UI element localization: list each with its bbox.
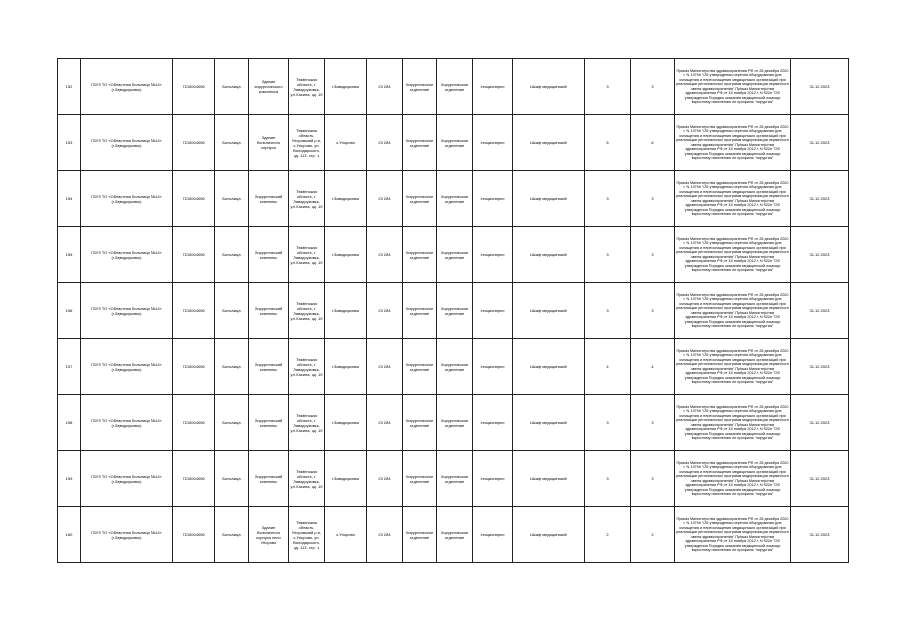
cell-inn: 7210004006 — [173, 395, 215, 451]
cell-care-condition: стационарно — [473, 227, 513, 283]
cell-facility-type: Больница — [215, 283, 249, 339]
cell-department: Хирургическое отделение — [403, 171, 437, 227]
cell-care-condition: стационарно — [473, 507, 513, 563]
cell-code: 23 284 — [367, 395, 403, 451]
cell-address: Тюменская область, г. Заводоуковск, ул.Хахина, зд. 19 — [289, 339, 325, 395]
table-row — [58, 395, 849, 451]
cell-department: Хирургическое отделение — [403, 115, 437, 171]
cell-inn: 7210004006 — [173, 171, 215, 227]
cell-deadline-date: 31.12.2023 — [791, 283, 849, 339]
table-row — [58, 171, 849, 227]
cell-regulation: Приказ Министерства здравоохранения РФ от 28 декабря 2020 г. N 1379н "Об утверждении перечня оборудования для оснащения и переоснащения медицинских организаций при реализации региональных программ модернизации первичного звена здравоохранения" Приказ Министерства здравоохранения РФ от 15 ноября 2012 г. N 922н "Об утверждении Порядка оказания медицинской помощи взрослому населению по профилю "хирургия" — [675, 507, 791, 563]
table-row — [58, 451, 849, 507]
cell-regulation: Приказ Министерства здравоохранения РФ от 28 декабря 2020 г. N 1379н "Об утверждении перечня оборудования для оснащения и переоснащения медицинских организаций при реализации региональных программ модернизации первичного звена здравоохранения" Приказ Министерства здравоохранения РФ от 15 ноября 2012 г. N 922н "Об утверждении Порядка оказания медицинской помощи взрослому населению по профилю "хирургия" — [675, 451, 791, 507]
cell-code: 23 284 — [367, 339, 403, 395]
cell-row-number: 158 — [58, 395, 81, 451]
cell-inn: 7210004006 — [173, 59, 215, 115]
cell-quantity-planned: 3 — [631, 283, 675, 339]
cell-address: Тюменская область, г. Заводоуковск, ул.Хахина, зд. 19 — [289, 451, 325, 507]
cell-equipment-name: Шкаф медицинский — [513, 451, 585, 507]
cell-building-name: Хирургический комплекс — [249, 171, 289, 227]
cell-organization-name: ГБУЗ ТО «Областная больница №12» (г.Заводоуковск) — [81, 451, 173, 507]
cell-deadline-date: 31.12.2023 — [791, 395, 849, 451]
cell-building-name: Здание больничного корпуса — [249, 115, 289, 171]
cell-quantity-planned: 3 — [631, 395, 675, 451]
cell-building-name: Хирургический комплекс — [249, 339, 289, 395]
cell-quantity-required: 3 — [585, 171, 631, 227]
cell-address: Тюменская область, Упоровский р-н, с.Упорово, ул. Володарского, зд. 113, стр. 1 — [289, 115, 325, 171]
cell-facility-type: Больница — [215, 451, 249, 507]
cell-quantity-required: 3 — [585, 395, 631, 451]
cell-row-number: 152 — [58, 59, 81, 115]
cell-facility-type: Больница — [215, 395, 249, 451]
cell-settlement: г.Заводоуковск — [325, 171, 367, 227]
cell-facility-type: Больница — [215, 115, 249, 171]
cell-quantity-planned: 3 — [631, 59, 675, 115]
cell-quantity-required: 2 — [585, 507, 631, 563]
cell-settlement: г.Заводоуковск — [325, 395, 367, 451]
cell-equipment-name: Шкаф медицинский — [513, 59, 585, 115]
cell-equipment-name: Шкаф медицинский — [513, 283, 585, 339]
cell-equipment-name: Шкаф медицинский — [513, 115, 585, 171]
cell-row-number: 155 — [58, 227, 81, 283]
cell-equipment-name: Шкаф медицинский — [513, 227, 585, 283]
cell-row-number: 159 — [58, 451, 81, 507]
cell-department: Хирургическое отделение — [403, 283, 437, 339]
cell-settlement: с.Упорово — [325, 115, 367, 171]
cell-facility-type: Больница — [215, 507, 249, 563]
cell-row-number: 160 — [58, 507, 81, 563]
cell-settlement: г.Заводоуковск — [325, 227, 367, 283]
cell-inn: 7210004006 — [173, 115, 215, 171]
cell-quantity-required: 4 — [585, 339, 631, 395]
cell-building-name: Хирургический комплекс — [249, 451, 289, 507]
cell-sub-department: Хирургическое отделение — [437, 115, 473, 171]
cell-quantity-required: 3 — [585, 451, 631, 507]
cell-equipment-name: Шкаф медицинский — [513, 171, 585, 227]
cell-sub-department: Хирургическое отделение — [437, 171, 473, 227]
cell-regulation: Приказ Министерства здравоохранения РФ от 28 декабря 2020 г. N 1379н "Об утверждении перечня оборудования для оснащения и переоснащения медицинских организаций при реализации региональных программ модернизации первичного звена здравоохранения" Приказ Министерства здравоохранения РФ от 15 ноября 2012 г. N 922н "Об утверждении Порядка оказания медицинской помощи взрослому населению по профилю "хирургия" — [675, 227, 791, 283]
cell-care-condition: стационарно — [473, 115, 513, 171]
cell-facility-type: Больница — [215, 59, 249, 115]
cell-organization-name: ГБУЗ ТО «Областная больница №12» (г.Заводоуковск) — [81, 227, 173, 283]
cell-regulation: Приказ Министерства здравоохранения РФ от 28 декабря 2020 г. N 1379н "Об утверждении перечня оборудования для оснащения и переоснащения медицинских организаций при реализации региональных программ модернизации первичного звена здравоохранения" Приказ Министерства здравоохранения РФ от 15 ноября 2012 г. N 922н "Об утверждении Порядка оказания медицинской помощи взрослому населению по профилю "хирургия" — [675, 171, 791, 227]
cell-care-condition: стационарно — [473, 171, 513, 227]
cell-address: Тюменская область, г. Заводоуковск, ул.Хахина, зд. 19 — [289, 59, 325, 115]
cell-settlement: г.Заводоуковск — [325, 283, 367, 339]
cell-deadline-date: 31.12.2023 — [791, 507, 849, 563]
cell-organization-name: ГБУЗ ТО «Областная больница №12» (г.Заводоуковск) — [81, 395, 173, 451]
cell-row-number: 157 — [58, 339, 81, 395]
cell-building-name: Хирургический комплекс — [249, 395, 289, 451]
cell-quantity-planned: 4 — [631, 339, 675, 395]
cell-quantity-planned: 3 — [631, 171, 675, 227]
cell-care-condition: стационарно — [473, 59, 513, 115]
cell-regulation: Приказ Министерства здравоохранения РФ от 28 декабря 2020 г. N 1379н "Об утверждении перечня оборудования для оснащения и переоснащения медицинских организаций при реализации региональных программ модернизации первичного звена здравоохранения" Приказ Министерства здравоохранения РФ от 15 ноября 2012 г. N 922н "Об утверждении Порядка оказания медицинской помощи взрослому населению по профилю "хирургия" — [675, 115, 791, 171]
cell-care-condition: стационарно — [473, 283, 513, 339]
cell-inn: 7210004006 — [173, 507, 215, 563]
cell-deadline-date: 31.12.2023 — [791, 59, 849, 115]
table-row — [58, 339, 849, 395]
cell-sub-department: Хирургическое отделение — [437, 59, 473, 115]
cell-sub-department: Хирургическое отделение — [437, 395, 473, 451]
cell-care-condition: стационарно — [473, 395, 513, 451]
cell-address: Тюменская область, г. Заводоуковск, ул.Хахина, зд. 19 — [289, 171, 325, 227]
cell-code: 23 284 — [367, 171, 403, 227]
cell-facility-type: Больница — [215, 227, 249, 283]
cell-code: 23 284 — [367, 227, 403, 283]
cell-organization-name: ГБУЗ ТО «Областная больница №12» (г.Заводоуковск) — [81, 283, 173, 339]
cell-row-number: 156 — [58, 283, 81, 339]
cell-quantity-planned: 3 — [631, 227, 675, 283]
cell-quantity-planned: 6 — [631, 115, 675, 171]
cell-equipment-name: Шкаф медицинский — [513, 339, 585, 395]
cell-equipment-name: Шкаф медицинский — [513, 395, 585, 451]
cell-department: Хирургическое отделение — [403, 507, 437, 563]
cell-building-name: Здание хирургического комплекса — [249, 59, 289, 115]
cell-quantity-required: 3 — [585, 59, 631, 115]
cell-quantity-required: 6 — [585, 115, 631, 171]
cell-code: 23 284 — [367, 451, 403, 507]
cell-facility-type: Больница — [215, 171, 249, 227]
cell-organization-name: ГБУЗ ТО «Областная больница №12» (г.Заводоуковск) — [81, 115, 173, 171]
cell-quantity-planned: 3 — [631, 451, 675, 507]
cell-address: Тюменская область, Упоровский р-н, с.Упорово, ул. Володарского, зд. 113, стр. 1 — [289, 507, 325, 563]
cell-department: Хирургическое отделение — [403, 227, 437, 283]
cell-address: Тюменская область, г. Заводоуковск, ул.Хахина, зд. 19 — [289, 283, 325, 339]
cell-deadline-date: 31.12.2023 — [791, 339, 849, 395]
cell-deadline-date: 31.12.2023 — [791, 451, 849, 507]
cell-inn: 7210004006 — [173, 227, 215, 283]
cell-building-name: Хирургический комплекс — [249, 227, 289, 283]
cell-inn: 7210004006 — [173, 339, 215, 395]
cell-sub-department: Хирургическое отделение — [437, 339, 473, 395]
cell-regulation: Приказ Министерства здравоохранения РФ от 28 декабря 2020 г. N 1379н "Об утверждении перечня оборудования для оснащения и переоснащения медицинских организаций при реализации региональных программ модернизации первичного звена здравоохранения" Приказ Министерства здравоохранения РФ от 15 ноября 2012 г. N 922н "Об утверждении Порядка оказания медицинской помощи взрослому населению по профилю "хирургия" — [675, 283, 791, 339]
cell-building-name: Здание больничного корпуса село Упорово — [249, 507, 289, 563]
cell-inn: 7210004006 — [173, 283, 215, 339]
cell-care-condition: стационарно — [473, 451, 513, 507]
cell-equipment-name: Шкаф медицинский — [513, 507, 585, 563]
cell-organization-name: ГБУЗ ТО «Областная больница №12» (г.Заводоуковск) — [81, 171, 173, 227]
cell-regulation: Приказ Министерства здравоохранения РФ от 28 декабря 2020 г. N 1379н "Об утверждении перечня оборудования для оснащения и переоснащения медицинских организаций при реализации региональных программ модернизации первичного звена здравоохранения" Приказ Министерства здравоохранения РФ от 15 ноября 2012 г. N 922н "Об утверждении Порядка оказания медицинской помощи взрослому населению по профилю "хирургия" — [675, 339, 791, 395]
table-row — [58, 227, 849, 283]
equipment-table — [57, 58, 849, 563]
cell-regulation: Приказ Министерства здравоохранения РФ от 28 декабря 2020 г. N 1379н "Об утверждении перечня оборудования для оснащения и переоснащения медицинских организаций при реализации региональных программ модернизации первичного звена здравоохранения" Приказ Министерства здравоохранения РФ от 15 ноября 2012 г. N 922н "Об утверждении Порядка оказания медицинской помощи взрослому населению по профилю "хирургия" — [675, 395, 791, 451]
cell-regulation: Приказ Министерства здравоохранения РФ от 28 декабря 2020 г. N 1379н "Об утверждении перечня оборудования для оснащения и переоснащения медицинских организаций при реализации региональных программ модернизации первичного звена здравоохранения" Приказ Министерства здравоохранения РФ от 15 ноября 2012 г. N 922н "Об утверждении Порядка оказания медицинской помощи взрослому населению по профилю "хирургия" — [675, 59, 791, 115]
cell-deadline-date: 31.12.2023 — [791, 227, 849, 283]
cell-organization-name: ГБУЗ ТО «Областная больница №12» (г.Заводоуковск) — [81, 339, 173, 395]
table-row — [58, 283, 849, 339]
cell-code: 23 284 — [367, 115, 403, 171]
cell-sub-department: Хирургическое отделение — [437, 507, 473, 563]
cell-sub-department: Хирургическое отделение — [437, 283, 473, 339]
cell-department: Хирургическое отделение — [403, 59, 437, 115]
cell-settlement: г.Заводоуковск — [325, 451, 367, 507]
cell-department: Хирургическое отделение — [403, 451, 437, 507]
cell-deadline-date: 31.12.2023 — [791, 171, 849, 227]
cell-organization-name: ГБУЗ ТО «Областная больница №12» (г.Заводоуковск) — [81, 507, 173, 563]
cell-care-condition: стационарно — [473, 339, 513, 395]
cell-facility-type: Больница — [215, 339, 249, 395]
table-row — [58, 115, 849, 171]
cell-sub-department: Хирургическое отделение — [437, 451, 473, 507]
cell-department: Хирургическое отделение — [403, 339, 437, 395]
table-body — [58, 59, 849, 563]
cell-address: Тюменская область, г. Заводоуковск, ул.Хахина, зд. 19 — [289, 227, 325, 283]
cell-sub-department: Хирургическое отделение — [437, 227, 473, 283]
cell-department: Хирургическое отделение — [403, 395, 437, 451]
cell-building-name: Хирургический комплекс — [249, 283, 289, 339]
cell-deadline-date: 31.12.2023 — [791, 115, 849, 171]
table-row — [58, 59, 849, 115]
cell-inn: 7210004006 — [173, 451, 215, 507]
cell-quantity-required: 3 — [585, 227, 631, 283]
cell-code: 23 284 — [367, 283, 403, 339]
cell-code: 23 284 — [367, 59, 403, 115]
cell-quantity-planned: 2 — [631, 507, 675, 563]
cell-address: Тюменская область, г. Заводоуковск, ул.Хахина, зд. 19 — [289, 395, 325, 451]
cell-row-number: 153 — [58, 115, 81, 171]
cell-settlement: г.Заводоуковск — [325, 59, 367, 115]
cell-quantity-required: 3 — [585, 283, 631, 339]
cell-settlement: с.Упорово — [325, 507, 367, 563]
table-row — [58, 507, 849, 563]
cell-organization-name: ГБУЗ ТО «Областная больница №12» (г.Заводоуковск) — [81, 59, 173, 115]
cell-code: 23 284 — [367, 507, 403, 563]
cell-row-number: 154 — [58, 171, 81, 227]
cell-settlement: г.Заводоуковск — [325, 339, 367, 395]
